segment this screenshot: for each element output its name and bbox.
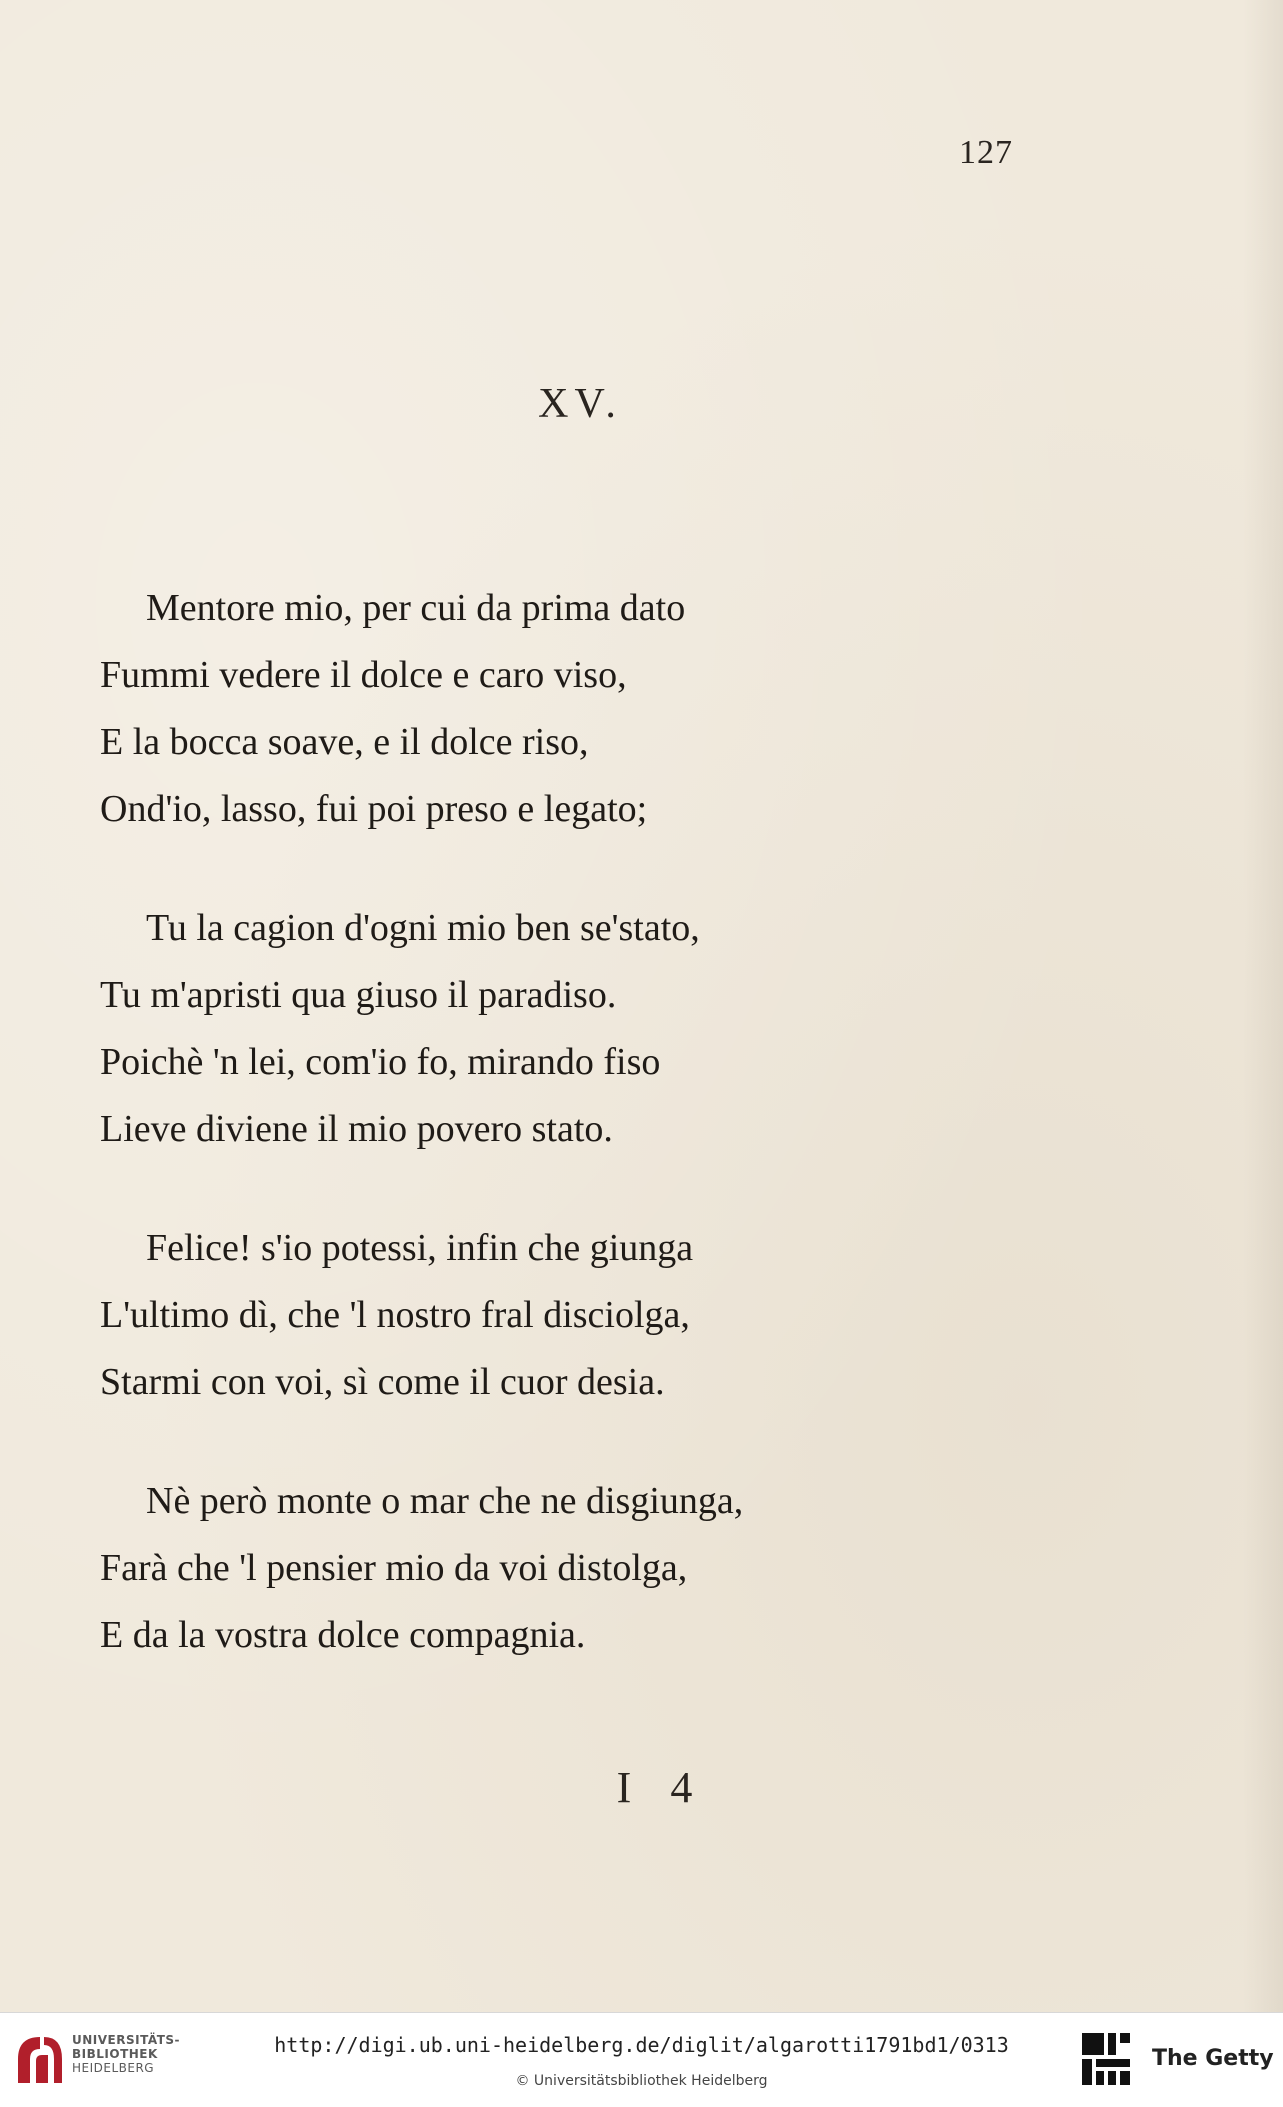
poem-line: Ond'io, lasso, fui poi preso e legato; [100,788,648,830]
poem-line: L'ultimo dì, che 'l nostro fral disciolga, [100,1294,690,1336]
poem-line: E da la vostra dolce compagnia. [100,1614,586,1656]
signature-mark: I 4 [616,1763,707,1812]
copyright-notice: © Universitätsbibliothek Heidelberg [515,2073,768,2089]
poem [100,575,1100,1721]
partner-name: The Getty [1152,2046,1274,2071]
library-name-line: HEIDELBERG [72,2061,155,2075]
poem-line: Starmi con voi, sì come il cuor desia. [100,1361,665,1403]
poem-line: Lieve diviene il mio povero stato. [100,1108,613,1150]
page-number: 127 [959,134,1013,171]
poem-line: Felice! s'io potessi, infin che giunga [146,1227,694,1269]
poem-line: Tu m'apristi qua giuso il paradiso. [100,974,617,1016]
poem-line: Nè però monte o mar che ne disgiunga, [146,1480,744,1522]
permalink-url[interactable]: http://digi.ub.uni-heidelberg.de/diglit/algarotti1791bd1/0313 [274,2033,1009,2057]
footer-bar [0,2012,1283,2107]
poem-line: Mentore mio, per cui da prima dato [146,587,686,629]
poem-line: E la bocca soave, e il dolce riso, [100,721,589,763]
library-name-line: UNIVERSITÄTS- [72,2033,181,2047]
chapter-heading: XV. [538,381,622,427]
getty-logo-icon [1078,2029,1134,2089]
stanza-1 [100,575,1100,843]
stanza-2 [100,895,1100,1163]
poem-line: Poichè 'n lei, com'io fo, mirando fiso [100,1041,661,1083]
stanza-4 [100,1468,1100,1669]
poem-line: Farà che 'l pensier mio da voi distolga, [100,1547,688,1589]
poem-line: Tu la cagion d'ogni mio ben se'stato, [146,907,700,949]
stanza-3 [100,1215,1100,1416]
library-name-line: BIBLIOTHEK [72,2047,158,2061]
poem-line: Fummi vedere il dolce e caro viso, [100,654,627,696]
